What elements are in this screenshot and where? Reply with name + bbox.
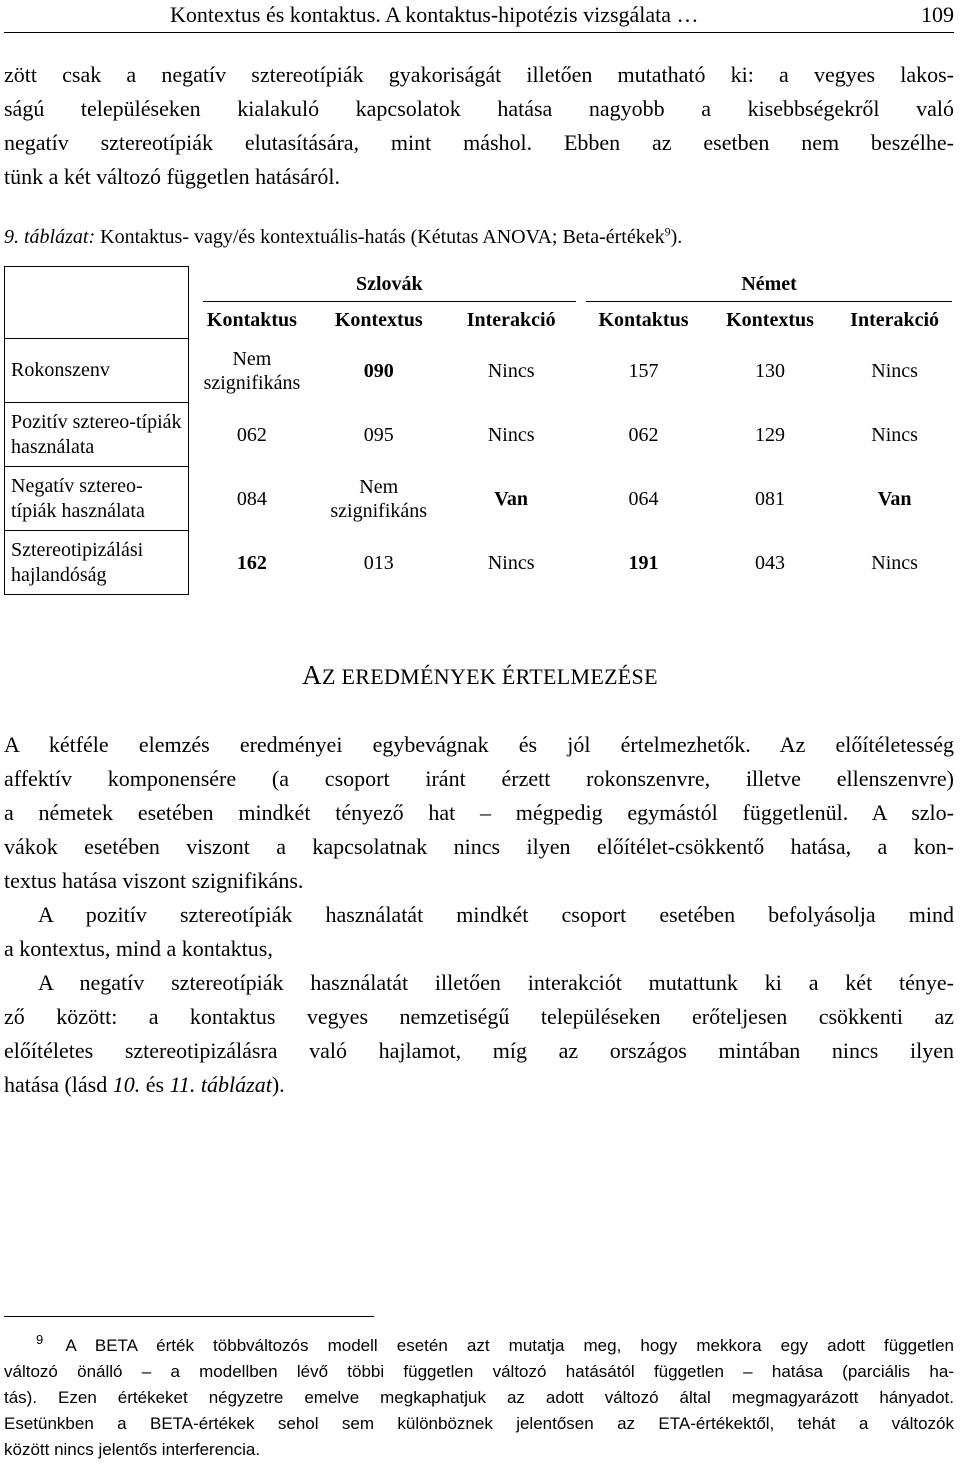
- table-ref: 11. táblázat: [169, 1072, 272, 1097]
- results-paragraph-1: [4, 728, 954, 898]
- group-header-german-label: Német: [586, 267, 952, 302]
- table-row: [5, 403, 957, 467]
- results-paragraph-2: [4, 898, 954, 966]
- results-line-final: [4, 1068, 954, 1102]
- table-cell: 062: [236, 423, 267, 446]
- results-line: a kontextus, mind a kontaktus,: [4, 936, 273, 961]
- table-cell: Nem szignifikáns: [203, 347, 301, 394]
- text: és: [140, 1072, 170, 1097]
- table-cell: 013: [363, 551, 394, 574]
- table-corner: [5, 267, 189, 339]
- results-paragraph-3: [4, 966, 954, 1102]
- table-row: [5, 531, 957, 595]
- table-cell: 095: [363, 423, 394, 446]
- table-ref: 10.: [112, 1072, 141, 1097]
- results-line: a németek esetében mindkét tényező hat – mégpedig egymástól függetlenül. A szlo-: [4, 800, 954, 825]
- results-line: A negatív sztereotípiák használatát illetően interakciót mutattunk ki a két ténye-: [38, 970, 954, 995]
- col-header: Kontaktus: [598, 309, 689, 331]
- table-cell: 129: [755, 423, 785, 446]
- table-cell: Nincs: [487, 423, 535, 446]
- table-cell: 064: [628, 487, 659, 510]
- table-row: [5, 467, 957, 531]
- col-header: Kontaktus: [206, 309, 297, 331]
- section-title: [0, 660, 960, 692]
- intro-line: ságú településeken kialakuló kapcsolatok hatása nagyobb a kisebbségekről való: [4, 96, 954, 121]
- col-header: Kontextus: [334, 309, 423, 331]
- row-label: Rokonszenv: [5, 339, 189, 403]
- footnote-text: A BETA érték többváltozós modell esetén azt mutatja meg, hogy mekkora egy adott független: [65, 1336, 954, 1355]
- table-cell: 043: [755, 551, 785, 574]
- table-cell: Nem szignifikáns: [330, 475, 428, 522]
- text: ).: [271, 1072, 285, 1097]
- table-cell: Nincs: [871, 423, 918, 446]
- results-line: A kétféle elemzés eredményei egybevágnak és jól értelmezhetők. Az előítéletesség: [4, 732, 954, 757]
- footnote-line: között nincs jelentős interferencia.: [4, 1440, 261, 1459]
- group-header-german: [580, 267, 956, 303]
- table-cell: 130: [755, 359, 785, 382]
- row-label: Pozitív sztereo-típiák használata: [5, 403, 189, 467]
- row-label: Negatív sztereo-típiák használata: [5, 467, 189, 531]
- intro-paragraph: [4, 58, 954, 194]
- table-caption: [4, 224, 682, 250]
- footnote: [4, 1333, 954, 1463]
- table-cell: Nincs: [871, 359, 918, 382]
- results-line: ző között: a kontaktus vegyes nemzetiségű településeken erőteljesen csökkenti az: [4, 1004, 954, 1029]
- footnote-line: tás). Ezen értékeket négyzetre emelve megkaphatjuk az adott változó által megmagyarázott hányadot.: [4, 1388, 954, 1407]
- results-line: előítéletes sztereotipizálásra való hajlamot, míg az országos mintában nincs ilyen: [4, 1038, 954, 1063]
- table-caption-label: 9. táblázat:: [4, 226, 96, 248]
- col-header: Interakció: [466, 309, 556, 331]
- table-cell: Nincs: [871, 551, 918, 574]
- text: hatása (lásd: [4, 1072, 113, 1097]
- results-line: affektív komponensére (a csoport iránt érzett rokonszenvre, illetve ellenszenvre): [4, 766, 954, 791]
- section-title-rest: Z EREDMÉNYEK ÉRTELMEZÉSE: [321, 664, 658, 689]
- col-header: Kontextus: [726, 309, 814, 331]
- table-cell: Nincs: [487, 359, 535, 382]
- table-cell: Nincs: [487, 551, 535, 574]
- table-cell: 157: [628, 359, 659, 382]
- results-table: [4, 266, 956, 595]
- table-cell: 191: [628, 551, 659, 574]
- results-line: textus hatása viszont szignifikáns.: [4, 868, 304, 893]
- footnote-line: változó önálló – a modellben lévő többi független változó hatásától független – hatása (parciális ha-: [4, 1362, 954, 1381]
- footnote-line: [4, 1333, 954, 1359]
- results-line: A pozitív sztereotípiák használatát mindkét csoport esetében befolyásolja mind: [38, 902, 954, 927]
- table-row: [5, 339, 957, 403]
- table-cell: Van: [877, 487, 912, 510]
- group-header-slovak-label: Szlovák: [203, 267, 577, 302]
- table-cell: 090: [363, 359, 394, 382]
- section-title-initial: A: [302, 660, 322, 690]
- footnote-ref: 9: [664, 224, 671, 239]
- footnote-line: Esetünkben a BETA-értékek sehol sem különböznek jelentősen az ETA-értékektől, tehát a változók: [4, 1414, 954, 1433]
- intro-line: negatív sztereotípiák elutasítására, mint máshol. Ebben az esetben nem beszélhe-: [4, 130, 954, 155]
- page-number: 109: [921, 2, 954, 27]
- table-cell: Van: [494, 487, 529, 510]
- running-title: Kontextus és kontaktus. A kontaktus-hipotézis vizsgálata …: [170, 2, 699, 27]
- table-cell: 081: [755, 487, 785, 510]
- row-label: Sztereotipizálási hajlandóság: [5, 531, 189, 595]
- group-header-slovak: [188, 267, 580, 303]
- intro-line: zött csak a negatív sztereotípiák gyakoriságát illetően mutatható ki: a vegyes lakos-: [4, 62, 954, 87]
- page-header: [4, 2, 954, 33]
- intro-line: tünk a két változó független hatásáról.: [4, 164, 340, 189]
- results-line: vákok esetében viszont a kapcsolatnak nincs ilyen előítélet-csökkentő hatása, a kon-: [4, 834, 954, 859]
- table-cell: 084: [236, 487, 267, 510]
- table-cell: 162: [236, 551, 267, 574]
- col-header: Interakció: [850, 309, 940, 331]
- table-caption-text: Kontaktus- vagy/és kontextuális-hatás (Kétutas ANOVA; Beta-értékek: [95, 226, 665, 248]
- footnote-number: 9: [36, 1332, 44, 1348]
- table-caption-end: ).: [670, 226, 683, 248]
- footnote-rule: [4, 1316, 374, 1317]
- table-cell: 062: [628, 423, 659, 446]
